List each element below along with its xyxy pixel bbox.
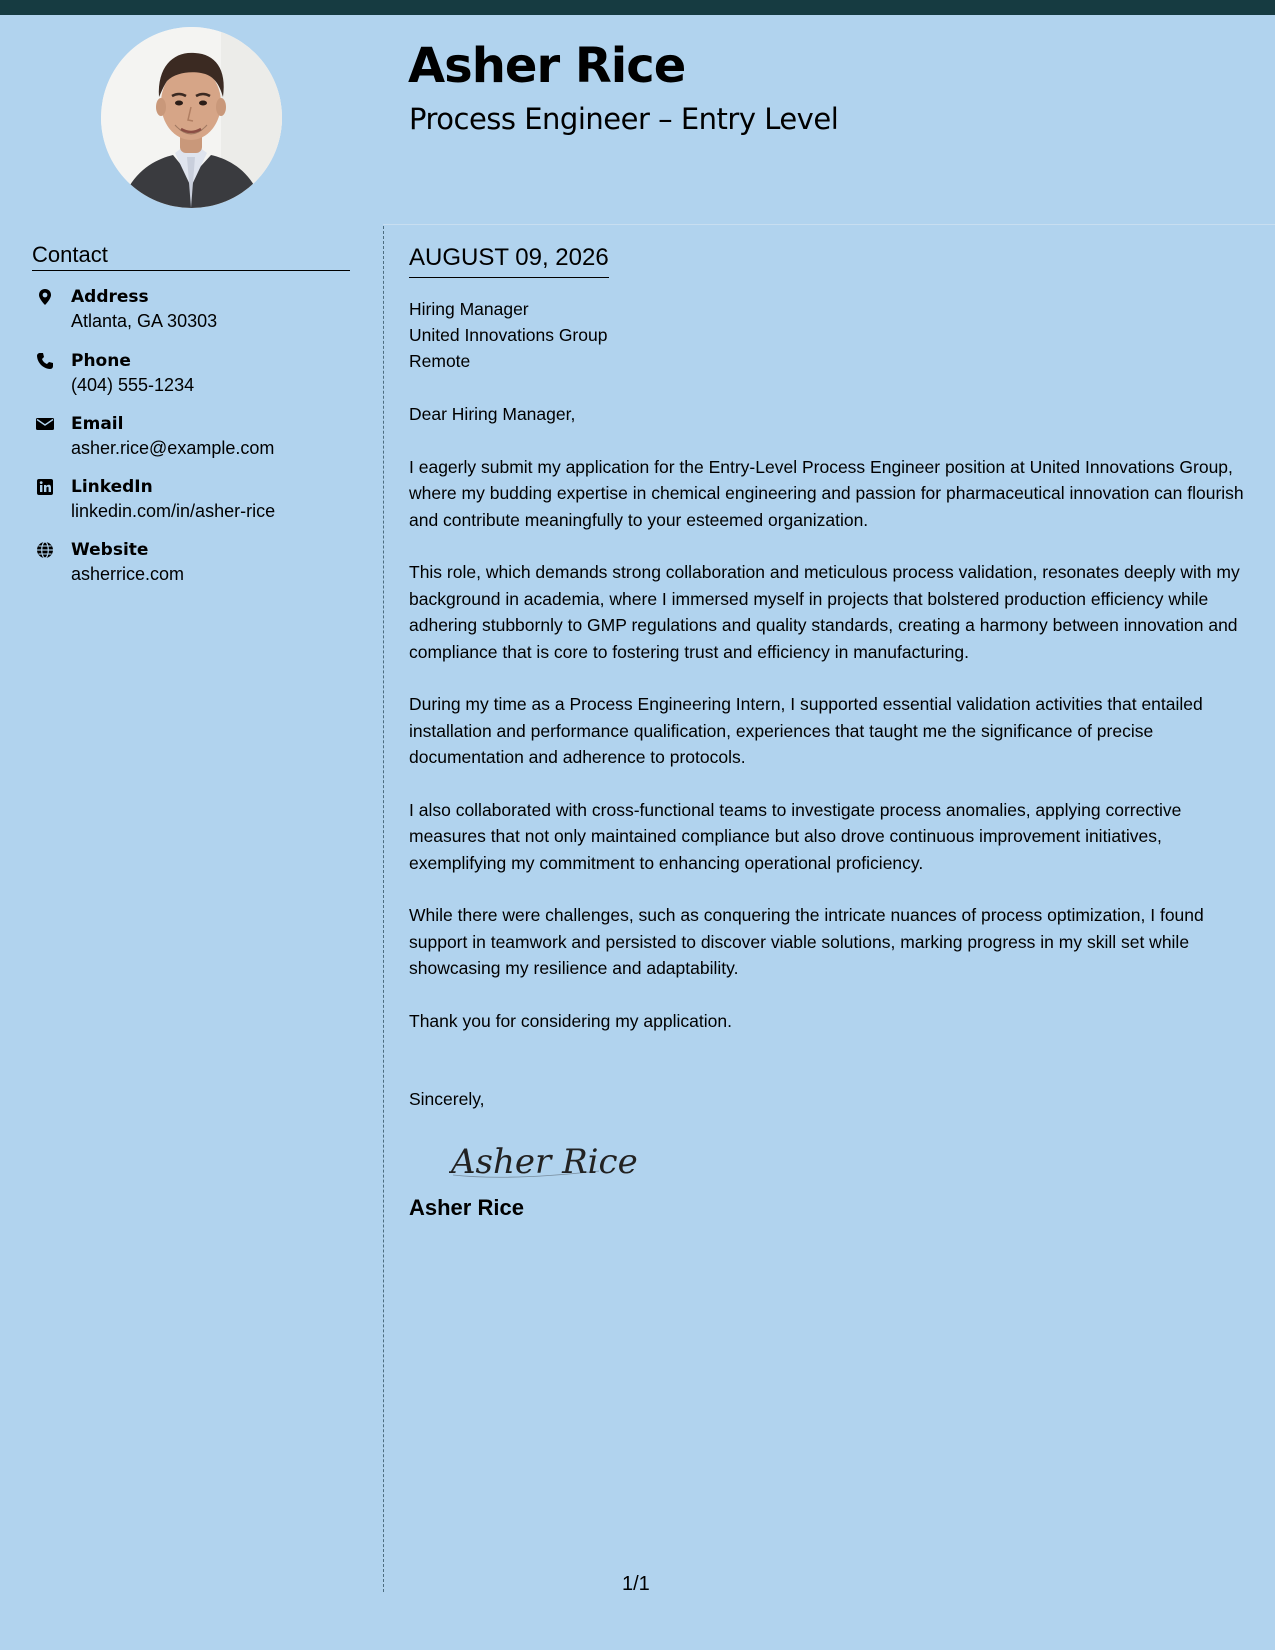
handwritten-signature [449, 1131, 1254, 1187]
address-value: Atlanta, GA 30303 [71, 311, 218, 331]
body-paragraph: This role, which demands strong collaboration and meticulous process validation, resonates deeply with my background in academia, where I immersed myself in projects that bolstered production efficiency while adhering stubbornly to GMP regulations and quality standards, creating a harmony between innovation and compliance that is core to fostering trust and efficiency in manufacturing. [409, 562, 1240, 662]
page-number: 1/1 [622, 1573, 650, 1595]
website-value[interactable]: asherrice.com [71, 564, 185, 584]
contact-label: LinkedIn [71, 477, 153, 497]
contact-heading: Contact [32, 240, 350, 271]
recipient-block [409, 296, 1254, 374]
contact-email [32, 412, 362, 468]
map-pin-icon [36, 288, 54, 306]
recipient-location: Remote [409, 351, 471, 371]
signature-text: Asher Rice [451, 1141, 638, 1182]
profile-photo [101, 27, 282, 208]
linkedin-value[interactable]: linkedin.com/in/asher-rice [71, 501, 276, 521]
signer-name: Asher Rice [409, 1194, 524, 1220]
closing-line: Thank you for considering my application. [409, 1010, 732, 1031]
body-paragraph: I also collaborated with cross-functional teams to investigate process anomalies, applying corrective measures that not only maintained compliance but also drove continuous improvement initiatives, exemplifying my commitment to enhancing operational proficiency. [409, 799, 1182, 873]
applicant-name: Asher Rice [408, 38, 686, 94]
body-paragraph: While there were challenges, such as conquering the intricate nuances of process optimization, I found support in teamwork and persisted to discover viable solutions, marking progress in my skill set while showcasing my resilience and adaptability. [409, 905, 1204, 978]
contact-label: Email [71, 414, 124, 434]
contact-phone [32, 349, 362, 405]
contact-label: Address [71, 287, 149, 307]
signoff: Sincerely, [409, 1089, 485, 1109]
envelope-icon [36, 415, 54, 433]
contact-website [32, 538, 362, 594]
column-divider [383, 226, 384, 1592]
body-paragraph: I eagerly submit my application for the Entry-Level Process Engineer position at United Innovations Group, where my budding expertise in chemical engineering and passion for pharmaceutical innovation can flourish and contribute meaningfully to your esteemed organization. [409, 456, 1244, 530]
contact-label: Website [71, 540, 149, 560]
contact-linkedin [32, 475, 362, 531]
letter-body [409, 240, 1254, 1223]
greeting: Dear Hiring Manager, [409, 404, 576, 424]
letter-date: AUGUST 09, 2026 [409, 240, 609, 278]
contact-address [32, 285, 362, 341]
contact-label: Phone [71, 351, 131, 371]
email-value[interactable]: asher.rice@example.com [71, 438, 275, 458]
top-bar [0, 0, 1275, 15]
avatar [101, 27, 282, 208]
linkedin-icon [36, 478, 54, 496]
globe-icon [36, 541, 54, 559]
body-paragraph: During my time as a Process Engineering Intern, I supported essential validation activities that entailed installation and performance qualification, experiences that taught me the significance of precise documentation and adherence to protocols. [409, 694, 1203, 767]
recipient-name: Hiring Manager [409, 299, 529, 319]
job-title: Process Engineer – Entry Level [409, 102, 839, 136]
header-divider [383, 224, 1275, 225]
phone-value: (404) 555-1234 [71, 375, 195, 395]
recipient-company: United Innovations Group [409, 325, 608, 345]
phone-icon [36, 352, 54, 370]
